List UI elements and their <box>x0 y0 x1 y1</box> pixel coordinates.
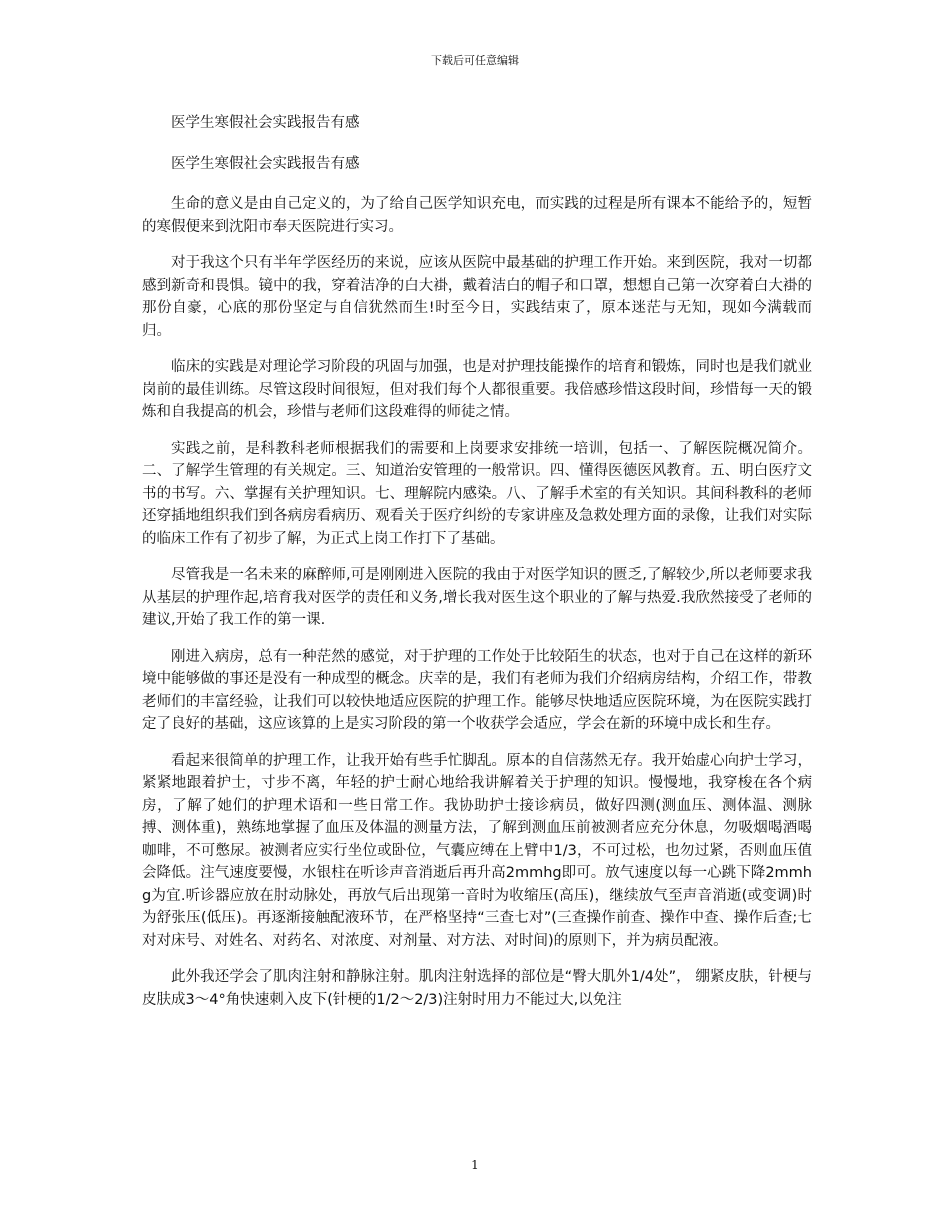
paragraph: 实践之前，是科教科老师根据我们的需要和上岗要求安排统一培训，包括一、了解医院概况简介。二、了解学生管理的有关规定。三、知道治安管理的一般常识。四、懂得医德医风教育。五、明白医疗文书的书写。六、掌握有关护理知识。七、理解院内感染。八、了解手术室的有关知识。其间科教科的老师还穿插地组织我们到各病房看病历、观看关于医疗纠纷的专家讲座及急救处理方面的录像，让我们对实际的临床工作有了初步了解，为正式上岗工作打下了基础。 <box>142 440 812 547</box>
page-number: 1 <box>471 1158 479 1172</box>
document-body <box>142 112 812 1025</box>
paragraph: 看起来很简单的护理工作，让我开始有些手忙脚乱。原本的自信荡然无存。我开始虚心向护士学习，紧紧地跟着护士，寸步不离，年轻的护士耐心地给我讲解着关于护理的知识。慢慢地，我穿梭在各个病房，了解了她们的护理术语和一些日常工作。我协助护士接诊病员，做好四测(测血压、测体温、测脉搏、测体重)，熟练地掌握了血压及体温的测量方法，了解到测血压前被测者应充分休息，勿吸烟喝酒喝咖啡，不可憋尿。被测者应实行坐位或卧位，气囊应缚在上臂中1/3，不可过松，也勿过紧，否则血压值会降低。注气速度要慢，水银柱在听诊声音消逝后再升高2mmhg即可。放气速度以每一心跳下降2mmhg为宜.听诊器应放在肘动脉处，再放气后出现第一音时为收缩压(高压)，继续放气至声音消逝(或变调)时为舒张压(低压)。再逐渐接触配液环节，在严格坚持“三查七对”(三查操作前查、操作中查、操作后查;七对对床号、对姓名、对药名、对浓度、对剂量、对方法、对时间)的原则下，并为病员配液。 <box>142 752 812 949</box>
paragraph: 刚进入病房，总有一种茫然的感觉，对于护理的工作处于比较陌生的状态，也对于自己在这样的新环境中能够做的事还是没有一种成型的概念。庆幸的是，我们有老师为我们介绍病房结构，介绍工作，带教老师们的丰富经验，让我们可以较快地适应医院的护理工作。能够尽快地适应医院环境，为在医院实践打定了良好的基础，这应该算的上是实习阶段的第一个收获学会适应，学会在新的环境中成长和生存。 <box>142 648 812 732</box>
paragraph: 临床的实践是对理论学习阶段的巩固与加强，也是对护理技能操作的培育和锻炼，同时也是我们就业岗前的最佳训练。尽管这段时间很短，但对我们每个人都很重要。我倍感珍惜这段时间，珍惜每一天的锻炼和自我提高的机会，珍惜与老师们这段难得的师徒之情。 <box>142 359 812 420</box>
paragraph: 生命的意义是由自己定义的，为了给自己医学知识充电，而实践的过程是所有课本不能给予的，短暂的寒假便来到沈阳市奉天医院进行实习。 <box>142 196 812 235</box>
page-header: 下载后可任意编辑 <box>431 54 519 67</box>
document-subtitle: 医学生寒假社会实践报告有感 <box>171 155 360 172</box>
paragraph: 此外我还学会了肌肉注射和静脉注射。肌肉注射选择的部位是“臀大肌外1/4处”， 绷紧皮肤，针梗与皮肤成3～4°角快速刺入皮下(针梗的1/2～2/3)注射时用力不能过大,以免注 <box>142 969 812 1008</box>
paragraph: 对于我这个只有半年学医经历的来说，应该从医院中最基础的护理工作开始。来到医院，我对一切都感到新奇和畏惧。镜中的我，穿着洁净的白大褂，戴着洁白的帽子和口罩，想想自己第一次穿着白大褂的那份自豪，心底的那份坚定与自信犹然而生!时至今日，实践结束了，原本迷茫与无知，现如今满载而归。 <box>142 255 812 339</box>
paragraph: 尽管我是一名未来的麻醉师,可是刚刚进入医院的我由于对医学知识的匮乏,了解较少,所以老师要求我从基层的护理作起,培育我对医学的责任和义务,增长我对医生这个职业的了解与热爱.我欣然接受了老师的建议,开始了我工作的第一课. <box>142 567 812 628</box>
document-title: 医学生寒假社会实践报告有感 <box>171 115 360 131</box>
